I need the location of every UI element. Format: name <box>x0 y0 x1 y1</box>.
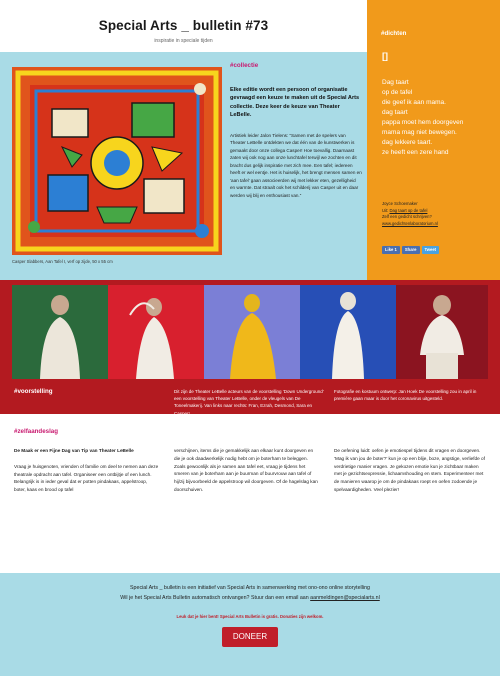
poem-credit <box>382 201 438 227</box>
poem-line: Dag taart <box>382 79 409 86</box>
poem-line: dag taart <box>382 109 408 117</box>
zelfaandeslag-text-1: Vraag je huisgenoten, vrienden of familie om deel te nemen aan deze theatrale opdracht aan tafel. Organiseer een ontbijtje of een lunch. Belangrijk is in ieder geval dat er potten pindakaas, appelstroop, boter, kaas en brood op tafel <box>14 463 159 493</box>
poem-source-link[interactable]: Dag taart op de tafel <box>389 207 428 213</box>
quote-icon: [] <box>382 51 388 61</box>
zelfaandeslag-tag: #zelfaandeslag <box>14 428 59 435</box>
page-subtitle: inspiratie in speciale tijden <box>154 37 213 44</box>
donate-button[interactable]: DONEER <box>222 627 278 647</box>
poem-line: die geef ik aan mama. <box>382 99 446 107</box>
voorstelling-text: Dit zijn de Theater LeBelle acteurs van de voorstelling ‘Down Underground’ een voorstelling van Theater LeBelle, onder de vleugels van De Toneelmakerij. Van links naar rechts: Fran, Ezrah, Desmond, Sara en Casper! <box>174 389 324 416</box>
poem-site-link[interactable]: www.gedichtenlaboratorium.nl <box>382 220 438 226</box>
tweet-button[interactable]: Tweet <box>422 246 440 254</box>
social-buttons <box>382 246 439 254</box>
collectie-intro: Elke editie wordt een persoon of organisatie gevraagd een keuze te maken uit de Special Arts collectie. Deze keer de keuze van Theater LeBelle. <box>230 87 360 119</box>
footer-initiative: Special Arts _ bulletin is een initiatief van Special Arts in samenwerking met ono-ono online storytelling <box>130 585 370 591</box>
actor-photo-ezrah <box>108 285 204 379</box>
bulletin-header <box>0 0 367 52</box>
poem-line: pappa moet hem doorgeven <box>382 119 464 127</box>
footer-email-link[interactable]: aanmeldingen@specialarts.nl <box>310 594 380 601</box>
actor-photos <box>12 285 488 379</box>
page-title: Special Arts _ bulletin #73 <box>98 18 269 33</box>
collectie-body: Artistiek leider Jalon Tielens: “Samen met de spelers van Theater LeBelle ontdekten we dat één van de kunstwerken is gemaakt door onze collega Casper! Hoe toevallig. Daarnaast zaten wij ook nog aan onze lunchtafel terwijl we zochten en dit bracht dus gelijk inspiratie met zich mee. Een tafel; iedereen heeft er wel eentje. Het is huiselijk, het brengt mensen samen en ‘aan tafel’ gaan associeerden wij met lekker eten, gezelligheid en warmte. Dat straalt ook het schilderij van Casper uit en daar werden wij blij en enthousiast van.” <box>230 133 362 198</box>
share-button[interactable]: Share <box>402 246 420 254</box>
poem-author: Joyce Schoemaker <box>382 201 418 206</box>
actor-photo-desmond <box>204 285 300 379</box>
voorstelling-credits: Fotografie en kostuum ontwerp: Jan Hoek De voorstelling zou in april in première gaan maar is door het coronavirus uitgesteld. <box>334 389 477 402</box>
collectie-tag: #collectie <box>230 62 259 69</box>
zelfaandeslag-text-2: verschijnen, items die je gemakkelijk aan elkaar kunt doorgeven en die je ook daadwerkelijk nodig hebt om je boterham te beleggen. Zoals gewoonlijk als je samen aan tafel eet, vraag je tijdens het smeren van je boterham aan je buurman of buurvrouw aan tafel of hij/zij bijvoorbeeld de appelstroop wil doorgeven. Of de hagelslag kan doorschuiven. <box>174 448 318 492</box>
poem-line: op de tafel <box>382 89 413 97</box>
painting-caption: Casper Slabbers, Aan Tafel I, verf op zijde, 50 x 55 cm <box>12 259 113 264</box>
poem-cta: Zelf een gedicht schrijven? <box>382 214 432 219</box>
zelfaandeslag-col-1 <box>14 447 159 494</box>
actor-photo-sara <box>300 285 396 379</box>
poem-source: Uit: Dag taart op de tafel <box>382 207 428 213</box>
zelfaandeslag-heading: De Maak er een Fijne Dag van Tip van Theater LeBelle <box>14 448 134 453</box>
zelfaandeslag-text-3: De oefening luidt: oefen je emotiespel tijdens dit vragen en doorgeven. ‘Mag ik van jou de boter?’ kun je op een blije, boze, angstige, verliefde of verdrietige manier vragen. Je gekozen emotie kun je zichtbaar maken met je gezichtsexpressie, lichaamshouding en stem. Experimenteer met de manieren waarop je om de pindakaas roept en oefen zodoende je spelvaardigheden. Veel plezier! <box>334 448 485 492</box>
actor-photo-fran <box>12 285 108 379</box>
poem <box>382 78 494 159</box>
poem-line: ze heeft een zere hand <box>382 149 449 157</box>
poem-line: mama mag niet bewegen. <box>382 129 457 137</box>
poem-line: dag lekkere taart. <box>382 139 433 147</box>
voorstelling-tag: #voorstelling <box>14 388 53 395</box>
footer-subscribe: Wil je het Special Arts Bulletin automatisch ontvangen? Stuur dan een email aan aanmeldingen@specialarts.nl <box>120 594 380 601</box>
painting-aan-tafel-image <box>12 67 222 255</box>
footer-donation-note: Leuk dat je hier bent! Special Arts Bulletin is gratis. Donaties zijn welkom. <box>176 614 324 620</box>
actor-photo-casper <box>396 285 488 379</box>
facebook-like-button[interactable]: Like 1 <box>382 246 400 254</box>
dichten-tag: #dichten <box>381 30 407 37</box>
footer <box>0 573 500 676</box>
